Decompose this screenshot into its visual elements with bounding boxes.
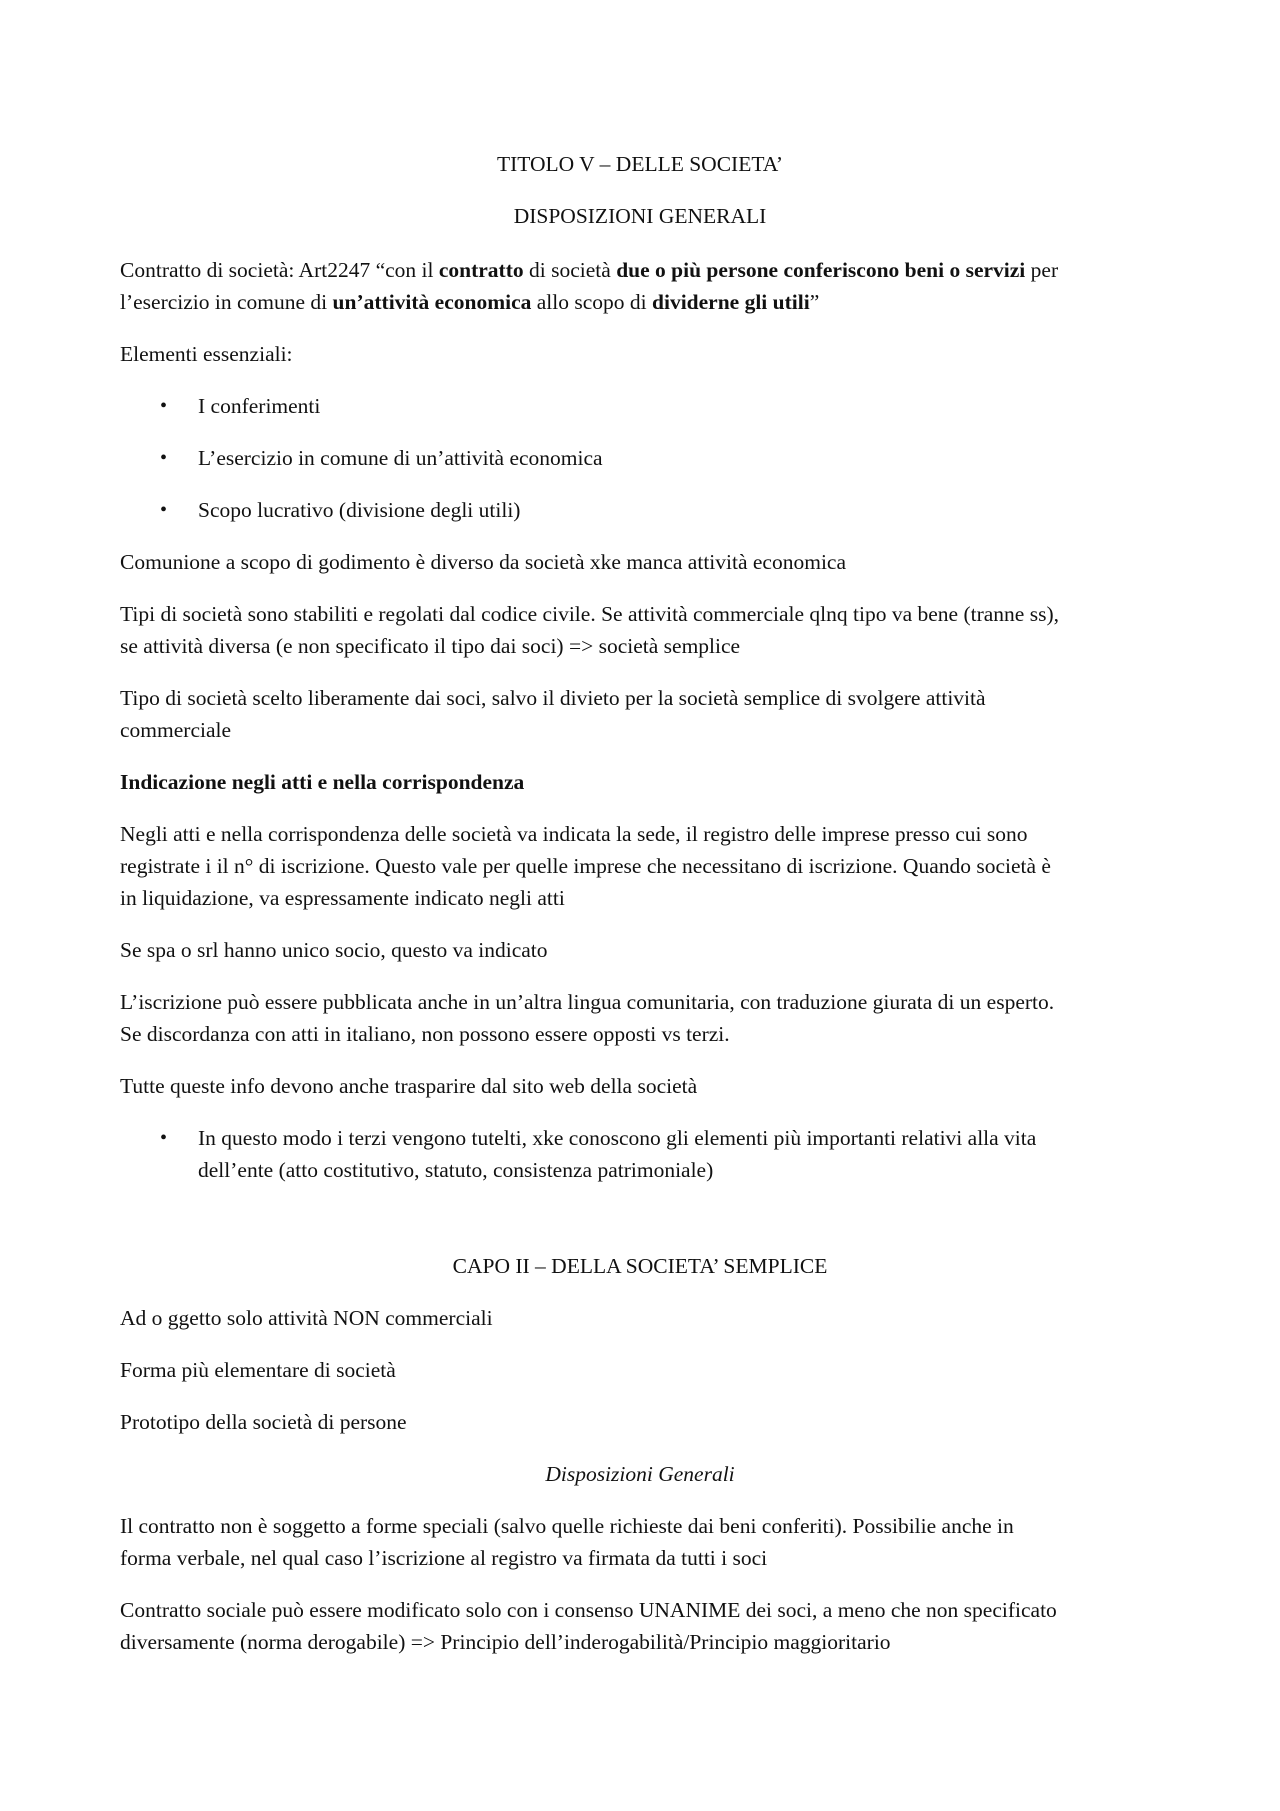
paragraph-atti-line-1: Negli atti e nella corrispondenza delle società va indicata la sede, il registro delle imprese presso cui sono <box>120 822 1028 846</box>
paragraph-comunione: Comunione a scopo di godimento è diverso da società xke manca attività economica <box>120 550 847 574</box>
paragraph-tipo-line-2: commerciale <box>120 718 232 742</box>
paragraph-tipi-line-1: Tipi di società sono stabiliti e regolati dal codice civile. Se attività commerciale qlnq tipo va bene (tranne ss), <box>120 602 1059 626</box>
list-item-continuation: dell’ente (atto costitutivo, statuto, consistenza patrimoniale) <box>198 1158 714 1182</box>
paragraph-ss-2: Forma più elementare di società <box>120 1358 396 1382</box>
bullet-icon: • <box>160 447 168 469</box>
chapter-heading: CAPO II – DELLA SOCIETA’ SEMPLICE <box>452 1254 828 1278</box>
paragraph-forma-line-2: forma verbale, nel qual caso l’iscrizione al registro va firmata da tutti i soci <box>120 1546 768 1570</box>
paragraph-sito-web: Tutte queste info devono anche trasparire dal sito web della società <box>120 1074 698 1098</box>
paragraph-tipi-line-2: se attività diversa (e non specificato il tipo dai soci) => società semplice <box>120 634 741 658</box>
bullet-icon: • <box>160 395 168 417</box>
elements-heading: Elementi essenziali: <box>120 342 293 366</box>
section-subtitle: DISPOSIZIONI GENERALI <box>513 204 767 228</box>
paragraph-ss-3: Prototipo della società di persone <box>120 1410 407 1434</box>
contract-definition-line-1: Contratto di società: Art2247 “con il contratto di società due o più persone conferiscono beni o servizi per <box>120 258 1059 282</box>
paragraph-atti-line-3: in liquidazione, va espressamente indicato negli atti <box>120 886 565 910</box>
paragraph-modifica-line-1: Contratto sociale può essere modificato solo con i consenso UNANIME dei soci, a meno che non specificato <box>120 1598 1057 1622</box>
bullet-icon: • <box>160 499 168 521</box>
paragraph-atti-line-2: registrate i il n° di iscrizione. Questo vale per quelle imprese che necessitano di iscrizione. Quando società è <box>120 854 1051 878</box>
paragraph-iscrizione-line-2: Se discordanza con atti in italiano, non possono essere opposti vs terzi. <box>120 1022 730 1046</box>
list-item: Scopo lucrativo (divisione degli utili) <box>198 498 521 522</box>
paragraph-modifica-line-2: diversamente (norma derogabile) => Principio dell’inderogabilità/Principio maggioritario <box>120 1630 891 1654</box>
list-item: In questo modo i terzi vengono tutelti, xke conoscono gli elementi più importanti relativi alla vita <box>198 1126 1037 1150</box>
subsection-heading: Disposizioni Generali <box>545 1462 735 1486</box>
paragraph-iscrizione-line-1: L’iscrizione può essere pubblicata anche in un’altra lingua comunitaria, con traduzione giurata di un esperto. <box>120 990 1055 1014</box>
paragraph-forma-line-1: Il contratto non è soggetto a forme speciali (salvo quelle richieste dai beni conferiti). Possibilie anche in <box>120 1514 1014 1538</box>
section-heading-indicazione: Indicazione negli atti e nella corrispondenza <box>120 770 525 794</box>
page-title: TITOLO V – DELLE SOCIETA’ <box>496 152 784 176</box>
contract-definition-line-2: l’esercizio in comune di un’attività economica allo scopo di dividerne gli utili” <box>120 290 820 314</box>
list-item: L’esercizio in comune di un’attività economica <box>198 446 603 470</box>
paragraph-spa-srl: Se spa o srl hanno unico socio, questo va indicato <box>120 938 548 962</box>
paragraph-tipo-line-1: Tipo di società scelto liberamente dai soci, salvo il divieto per la società semplice di svolgere attività <box>120 686 986 710</box>
bullet-icon: • <box>160 1127 168 1149</box>
list-item: I conferimenti <box>198 394 321 418</box>
paragraph-ss-1: Ad o ggetto solo attività NON commerciali <box>120 1306 493 1330</box>
